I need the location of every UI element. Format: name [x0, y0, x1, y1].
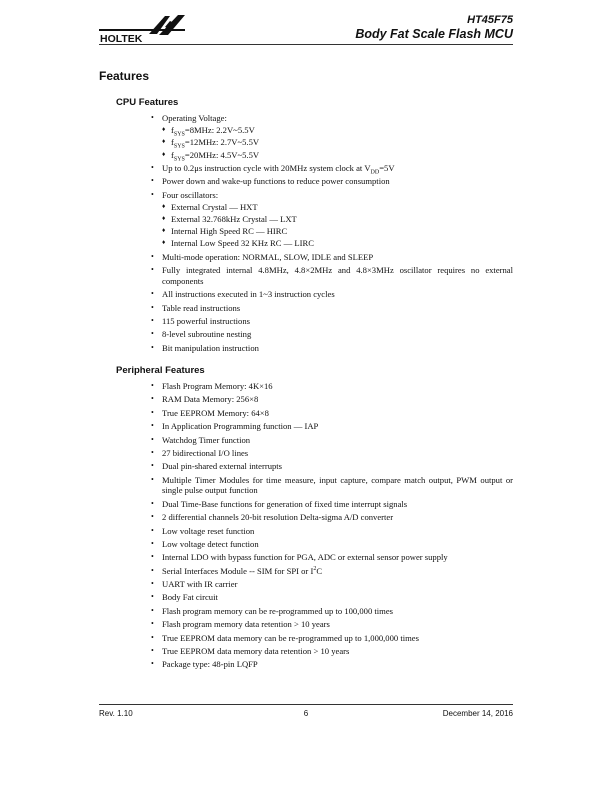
item-text-suffix: =5V	[379, 162, 395, 173]
document-header	[355, 14, 513, 42]
sub-feature-item	[162, 125, 513, 136]
feature-item	[151, 619, 513, 630]
feature-item	[151, 176, 513, 187]
footer-divider	[99, 704, 513, 705]
item-text: Flash program memory data retention > 10 years	[162, 619, 330, 630]
item-text: Package type: 48-pin LQFP	[162, 659, 258, 670]
item-text-suffix: =20MHz: 4.5V~5.5V	[184, 149, 260, 160]
feature-item	[151, 552, 513, 563]
superscript: 2	[313, 565, 317, 572]
item-text: Dual Time-Base functions for generation of fixed time interrupt signals	[162, 498, 408, 509]
item-text: Fully integrated internal 4.8MHz, 4.8×2MHz and 4.8×3MHz oscillator requires no external components	[162, 265, 513, 286]
item-text: 27 bidirectional I/O lines	[162, 447, 249, 458]
feature-item	[151, 394, 513, 405]
feature-item	[151, 435, 513, 446]
feature-item	[151, 499, 513, 510]
item-text: External 32.768kHz Crystal — LXT	[171, 214, 297, 225]
item-text: Dual pin-shared external interrupts	[162, 461, 283, 472]
item-text: All instructions executed in 1~3 instruction cycles	[162, 289, 335, 300]
feature-item	[151, 343, 513, 354]
product-title: Body Fat Scale Flash MCU	[355, 27, 513, 41]
item-text: RAM Data Memory: 256×8	[162, 394, 259, 405]
feature-item	[151, 303, 513, 314]
item-text: Internal LDO with bypass function for PGA, ADC or external sensor power supply	[162, 552, 448, 563]
section-title: Features	[99, 69, 150, 83]
holtek-logo-graphic	[99, 13, 189, 45]
revision: Rev. 1.10	[99, 709, 133, 718]
feature-item	[151, 539, 513, 550]
item-text: Watchdog Timer function	[162, 434, 251, 445]
item-text: Multiple Timer Modules for time measure, input capture, compare match output, PWM output or single pulse output function	[162, 474, 513, 496]
item-text: f	[171, 125, 174, 136]
feature-item	[151, 408, 513, 419]
item-text: 8-level subroutine nesting	[162, 329, 252, 340]
sub-feature-item	[162, 214, 513, 225]
item-text: Up to 0.2μs instruction cycle with 20MHz system clock at V	[162, 162, 371, 173]
feature-item	[151, 190, 513, 249]
sub-feature-item	[162, 150, 513, 161]
cpu-features-list	[151, 113, 513, 356]
page-number: 6	[303, 709, 309, 718]
item-text: Operating Voltage:	[162, 113, 227, 123]
holtek-logo	[99, 13, 189, 45]
feature-item	[151, 592, 513, 603]
peripheral-features-list	[151, 381, 513, 673]
header-divider	[99, 44, 513, 45]
sub-feature-item	[162, 137, 513, 151]
sub-feature-list	[162, 125, 513, 163]
feature-item	[151, 579, 513, 590]
item-text: f	[171, 149, 174, 160]
item-text: True EEPROM data memory data retention > 10 years	[162, 646, 350, 657]
feature-item	[151, 659, 513, 670]
subscript: DD	[370, 169, 380, 176]
feature-item	[151, 329, 513, 340]
item-text: In Application Programming function — IAP	[162, 421, 319, 432]
feature-item	[151, 448, 513, 459]
feature-item	[151, 526, 513, 537]
feature-item	[151, 289, 513, 300]
peripheral-features-title: Peripheral Features	[116, 365, 205, 376]
item-text: UART with IR carrier	[162, 579, 238, 590]
item-text: 115 powerful instructions	[162, 316, 250, 327]
sub-feature-item	[162, 238, 513, 249]
item-text: External Crystal — HXT	[171, 201, 258, 212]
feature-item	[151, 265, 513, 286]
sub-feature-list	[162, 202, 513, 249]
feature-item	[151, 461, 513, 472]
feature-item	[151, 646, 513, 657]
item-text: Internal High Speed RC — HIRC	[171, 226, 288, 237]
sub-feature-item	[162, 202, 513, 213]
item-text: True EEPROM Memory: 64×8	[162, 407, 269, 418]
feature-item	[151, 512, 513, 523]
subscript: SYS	[173, 156, 185, 163]
item-text-suffix: =8MHz: 2.2V~5.5V	[184, 125, 255, 136]
part-number: HT45F75	[467, 14, 513, 26]
cpu-features-title: CPU Features	[116, 97, 179, 108]
date: December 14, 2016	[442, 709, 513, 718]
item-text: Power down and wake-up functions to reduce power consumption	[162, 176, 390, 187]
feature-item	[151, 633, 513, 644]
item-text: Table read instructions	[162, 302, 241, 313]
item-text: True EEPROM data memory can be re-programmed up to 1,000,000 times	[162, 632, 419, 643]
item-text-suffix: C	[316, 565, 323, 576]
feature-item	[151, 252, 513, 263]
item-text: Multi-mode operation: NORMAL, SLOW, IDLE and SLEEP	[162, 251, 374, 262]
item-text: Four oscillators:	[162, 189, 219, 200]
feature-item	[151, 421, 513, 432]
feature-item	[151, 475, 513, 496]
subscript: SYS	[173, 131, 185, 138]
feature-item	[151, 113, 513, 163]
item-text: 2 differential channels 20-bit resolution Delta-sigma A/D converter	[162, 512, 394, 523]
item-text: Body Fat circuit	[162, 592, 218, 603]
feature-item	[151, 316, 513, 327]
item-text-suffix: =12MHz: 2.7V~5.5V	[184, 137, 260, 148]
item-text: Flash program memory can be re-programmed up to 100,000 times	[162, 605, 394, 616]
item-text: Bit manipulation instruction	[162, 342, 259, 353]
subscript: SYS	[173, 144, 185, 151]
item-text: Internal Low Speed 32 KHz RC — LIRC	[171, 238, 314, 249]
item-text: Flash Program Memory: 4K×16	[162, 381, 273, 391]
feature-item	[151, 566, 513, 577]
item-text: f	[171, 137, 174, 148]
item-text: Low voltage reset function	[162, 525, 255, 536]
feature-item	[151, 163, 513, 174]
item-text: Low voltage detect function	[162, 538, 259, 549]
logo-text: HOLTEK	[100, 33, 143, 45]
sub-feature-item	[162, 226, 513, 237]
feature-item	[151, 606, 513, 617]
item-text: Serial Interfaces Module -- SIM for SPI or I	[162, 565, 314, 576]
feature-item	[151, 381, 513, 392]
